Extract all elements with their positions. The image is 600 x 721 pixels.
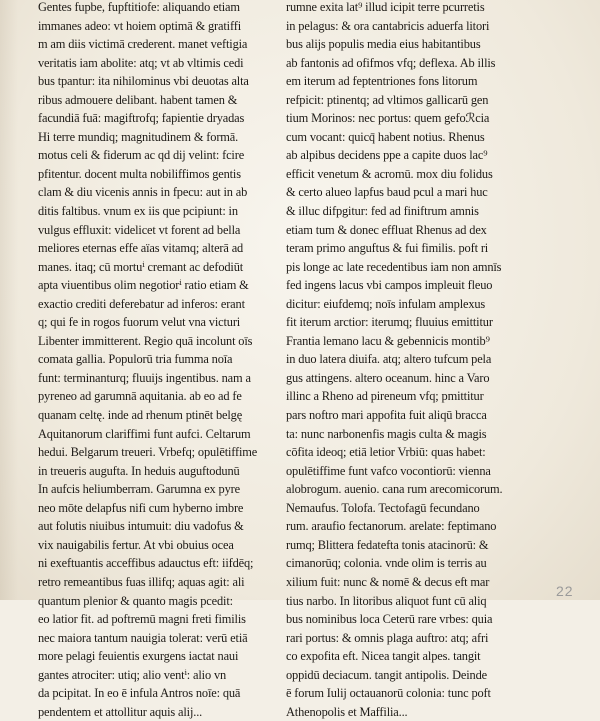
text-line: facundiā fuā: magiftrofq; fapientie dryadas xyxy=(38,111,245,126)
text-line: eo latior fit. ad poftremū magni freti fimilis xyxy=(38,612,246,627)
text-line: motus celi & fiderum ac qd dij velint: fcire xyxy=(38,148,245,163)
text-line: in pelagus: & ora cantabricis aduerfa litori xyxy=(286,18,490,33)
text-line: manes. itaq; cū mortuⁱ cremant ac defodiūt xyxy=(38,259,244,274)
text-line: Libenter immitterent. Regio quā incolunt oīs xyxy=(38,333,253,348)
text-line: efficit venetum & acromū. mox diu folidus xyxy=(286,166,493,181)
text-line: hedui. Belgarum treueri. Vrbefq; opulētiffime xyxy=(38,445,258,460)
text-line: veritatis iam abolite: atq; vt ab vltimis cedi xyxy=(38,55,244,70)
text-line: fit iterum arctior: iterumq; fluuius emittitur xyxy=(286,315,493,330)
text-line: gus attingens. altero oceanum. hinc a Varo xyxy=(286,370,490,385)
text-line: fed ingens lacus vbi campos impleuit fleuo xyxy=(286,278,493,293)
text-line: bus tpantur: ita nihilominus vbi deuotas alta xyxy=(38,74,249,89)
text-line: in duo latera diuifa. atq; altero tufcum pela xyxy=(286,352,492,367)
text-line: co expofita eft. Nicea tangit alpes. tangit xyxy=(286,649,481,664)
text-line: immanes adeo: vt hoiem optimā & gratiffi xyxy=(38,18,241,33)
text-line: alobrogum. auenio. cana rum arecomicorum. xyxy=(286,482,503,497)
text-line: ab alpibus decidens ppe a capite duos lac⁹ xyxy=(286,148,488,163)
text-line: nec maiora tantum nauigia tolerat: verū etiā xyxy=(38,630,248,645)
text-line: ditis faltibus. vnum ex iis que pcipiunt: in xyxy=(38,204,238,219)
text-line: ē forum Iulij octauanorū colonia: tunc poft xyxy=(286,686,491,701)
text-line: refpicit: ptinentq; ad vltimos gallicarū gen xyxy=(286,92,489,107)
text-line: Hi terre mundiq; magnitudinem & formā. xyxy=(38,129,239,144)
text-line: bus alijs populis media eius habitantibus xyxy=(286,37,481,52)
text-line: clam & diu vicenis annis in fpecu: aut in ab xyxy=(38,185,248,200)
text-line: comata gallia. Populorū tria fumma noīa xyxy=(38,352,233,367)
text-line: pfitentur. docent multa nobiliffimos gentis xyxy=(38,166,241,181)
text-line: gantes atrociter: utiq; alio ventⁱ: alio vn xyxy=(38,667,227,682)
text-line: pis longe ac late recedentibus iam non amnīs xyxy=(286,259,502,274)
text-line: ab fantonis ad ofifmos vfq; deflexa. Ab illis xyxy=(286,55,496,70)
text-line: pyreneo ad garumnā aquitania. ab eo ad fe xyxy=(38,389,242,404)
text-line: illinc a Rheno ad pireneum vfq; pmittitur xyxy=(286,389,484,404)
text-line: ribus admouere delibant. habent tamen & xyxy=(38,92,238,107)
page-number: 22 xyxy=(556,583,574,599)
text-line: ta: nunc narbonenfis magis culta & magis xyxy=(286,426,487,441)
text-line: rari portus: & omnis plaga auftro: atq; afri xyxy=(286,630,489,645)
text-line: vix nauigabilis fertur. At vbi obuius ocea xyxy=(38,537,234,552)
text-line: Nemaufus. Tolofa. Tectofagū fecundano xyxy=(286,500,480,515)
text-line: In aufcis heliumberram. Garumna ex pyre xyxy=(38,482,240,497)
text-line: cum vocant: quicq̄ habent notius. Rhenus xyxy=(286,129,485,144)
text-line: bus nominibus loca Ceterū rare vrbes: quia xyxy=(286,612,493,627)
text-line: q; qui fe in rogos fuorum velut vna victuri xyxy=(38,315,241,330)
right-text-column xyxy=(286,0,518,721)
text-line: vulgus effluxit: videlicet vt forent ad bella xyxy=(38,222,241,237)
text-line: m am diis victimā crederent. manet veftigia xyxy=(38,37,248,52)
text-line: apta viuentibus olim negotiorⁱ ratio etiam & xyxy=(38,278,249,293)
text-line: oppidū deciacum. tangit antipolis. Deinde xyxy=(286,667,488,682)
text-line: quantum plenior & quanto magis pcedit: xyxy=(38,593,233,608)
text-line: & illuc difpgitur: fed ad finiftrum amnis xyxy=(286,204,479,219)
text-line: aut folutis niuibus intumuit: diu vadofus & xyxy=(38,519,244,534)
text-line: cōfita ideoq; etiā letior Vrbiū: quas habet: xyxy=(286,445,486,460)
text-line: tius narbo. In litoribus aliquot funt cū aliq xyxy=(286,593,487,608)
text-line: Gentes fupbe, fupftitiofe: aliquando etiam xyxy=(38,0,240,14)
text-line: funt: terminanturq; fluuijs ingentibus. nam a xyxy=(38,370,251,385)
text-line: ni exeftuantis acceffibus adauctus eft: iifdēq; xyxy=(38,556,254,571)
text-line: em iterum ad feptentriones fons litorum xyxy=(286,74,478,89)
text-line: pars noftro mari appofita fuit aliqū bracca xyxy=(286,408,487,423)
text-line: rum. araufio fectanorum. arelate: feptimano xyxy=(286,519,497,534)
text-line: rumq; Blittera fedatefta tonis atacinorū: & xyxy=(286,537,489,552)
text-line: xilium fuit: nunc & nomē & decus eft mar xyxy=(286,574,490,589)
text-line: exactio crediti deferebatur ad inferos: erant xyxy=(38,296,245,311)
left-text-column xyxy=(38,0,268,721)
text-line: etiam tum & donec effluat Rhenus ad dex xyxy=(286,222,487,237)
text-line: meliores eternas effe aïas vitamq; alterā ad xyxy=(38,241,244,256)
text-line: more pelagi feuientis exurgens iactat naui xyxy=(38,649,239,664)
text-line: teram primo anguftus & fui fimilis. poft ri xyxy=(286,241,489,256)
text-line: tium Morinos: nec portus: quem gefoℛcia xyxy=(286,111,490,126)
text-line: opulētiffime funt vafco vocontiorū: vienna xyxy=(286,463,491,478)
gutter-shadow xyxy=(0,0,18,600)
text-line: & certo alueo lapfus baud pcul a mari huc xyxy=(286,185,488,200)
text-line: pendentem et attollitur aquis alij... xyxy=(38,704,203,719)
text-line: neo mōte delapfus nifi cum hyberno imbre xyxy=(38,500,244,515)
text-line: rumne exita lat⁹ illud icipit terre pcurretis xyxy=(286,0,485,14)
text-line: cimanorūq; colonia. vnde olim is terris au xyxy=(286,556,487,571)
text-line: dicitur: eiufdemq; noīs infulam amplexus xyxy=(286,296,486,311)
text-line: quanam celtę. inde ad rhenum ptinēt belgę xyxy=(38,408,243,423)
text-line: Aquitanorum clariffimi funt aufci. Celtarum xyxy=(38,426,251,441)
text-line: Frantia lemano lacu & gebennicis montib⁹ xyxy=(286,333,490,348)
text-line: retro remeantibus fuas illifq; aquas agit: ali xyxy=(38,574,245,589)
text-line: da pcipitat. In eo ē infula Antros noīe: quā xyxy=(38,686,241,701)
text-line: in treueris augufta. In heduis auguftodunū xyxy=(38,463,240,478)
text-line: Athenopolis et Maffilia... xyxy=(286,704,408,719)
